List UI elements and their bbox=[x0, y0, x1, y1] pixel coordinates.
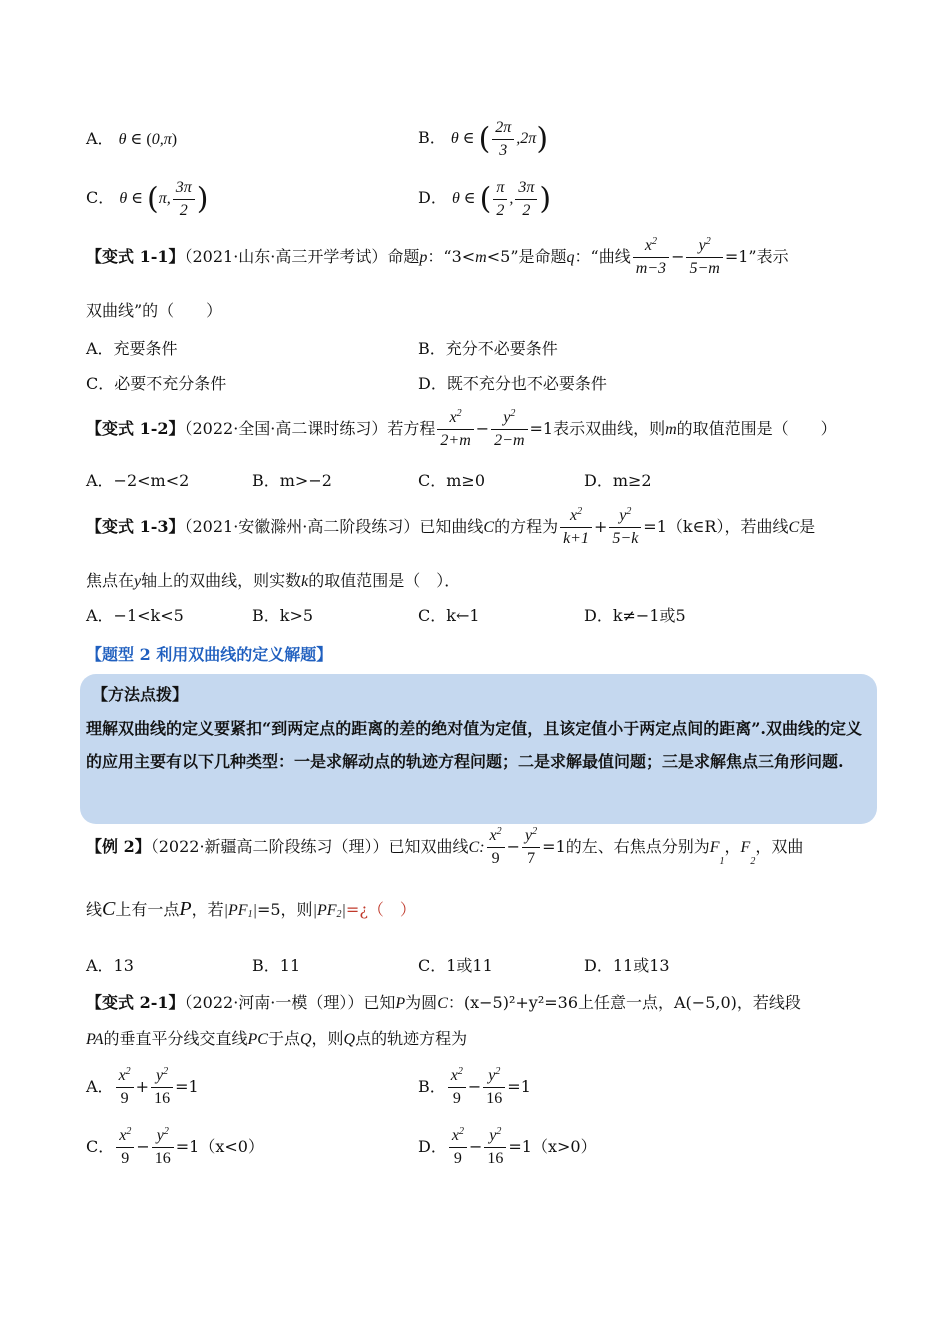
option-b: B．k>5 bbox=[252, 606, 314, 625]
option-text: A．13 bbox=[86, 956, 134, 975]
answer-blank: =¿（ ） bbox=[345, 900, 416, 919]
v21-option-d: D． $\frac{x^2}{9}$ − $\frac{y^2}{16}$ =1（x>0） bbox=[418, 1126, 597, 1167]
option-c: C．k←1 bbox=[418, 606, 480, 625]
option-label: A． bbox=[86, 1077, 114, 1096]
ex2-option-b bbox=[252, 955, 300, 977]
text: =5，则 bbox=[256, 900, 313, 919]
variant-1-3-stem-cont bbox=[86, 570, 860, 593]
fraction: $\frac{y^2}{5-m}$ bbox=[686, 236, 722, 279]
text: 是 bbox=[799, 517, 816, 536]
var-m: m bbox=[475, 249, 487, 266]
option-d: D．m≥2 bbox=[584, 471, 652, 490]
text: <5”是命题 bbox=[486, 247, 567, 266]
text: ：(x−5)²+y²=36上任意一点， bbox=[447, 993, 674, 1012]
text: 线 bbox=[86, 900, 103, 919]
var-q: q bbox=[566, 249, 575, 266]
option-label: C． bbox=[86, 188, 115, 208]
text: 焦点在 bbox=[86, 571, 135, 590]
v21-option-c: C． $\frac{x^2}{9}$ − $\frac{y^2}{16}$ =1（x<0） bbox=[86, 1126, 264, 1167]
segment-pa: PA bbox=[86, 1031, 104, 1048]
method-text: 理解双曲线的定义要紧扣“到两定点的距离的差的绝对值为定值，且该定值小于两定点间的距离”.双曲线的定义的应用主要有以下几种类型：一是求解动点的轨迹方程问题；二是求解最值问题；三是求解焦点三角形问题. bbox=[86, 719, 862, 771]
q0-option-c bbox=[86, 178, 209, 221]
source: （2022·河南·一模（理））已知 bbox=[184, 993, 396, 1012]
ex2-option-a bbox=[86, 955, 134, 977]
text: 的取值范围是（ ） bbox=[676, 419, 837, 438]
section-heading: 【题型 2 利用双曲线的定义解题】 bbox=[86, 645, 333, 664]
example-2-stem: 【例 2】（2022·新疆高二阶段练习（理））已知双曲线C: $\frac{x^2}{9}$ − $\frac{y^2}{7}$ =1的左、右焦点分别为$F_1$，$F_2$，双曲 bbox=[86, 826, 804, 867]
text: ，若 bbox=[191, 900, 224, 919]
abs-pf2: $|PF_2|$ bbox=[312, 902, 346, 920]
var-p: p bbox=[419, 249, 428, 266]
variant-2-1-stem-cont bbox=[86, 1028, 860, 1051]
option-a: A．−1<k<5 bbox=[86, 606, 184, 625]
variant-2-1-stem bbox=[86, 992, 860, 1015]
curve-c: C: bbox=[468, 839, 485, 856]
theta-range-a: θ ∈ (0,π) bbox=[118, 131, 178, 148]
fraction: $\frac{x^2}{m-3}$ bbox=[633, 236, 669, 279]
focus-f2: $F_2$ bbox=[740, 839, 756, 867]
text: 上有一点 bbox=[115, 900, 180, 919]
var-c: C bbox=[788, 519, 800, 536]
text: ：“3< bbox=[427, 247, 476, 266]
var-y: y bbox=[134, 573, 142, 590]
condition: （x<0） bbox=[199, 1137, 264, 1156]
example-2-stem-cont bbox=[86, 898, 860, 922]
method-title: 【方法点拨】 bbox=[92, 685, 189, 704]
var-c: C bbox=[102, 898, 116, 920]
theta-range-c: θ ∈ (π, $\frac{3\pi}{2}$ ) bbox=[119, 179, 209, 219]
source: （2021·山东·高三开学考试）命题 bbox=[184, 247, 420, 266]
option-label: D． bbox=[418, 1137, 447, 1156]
fraction: $\frac{y^2}{2-m}$ bbox=[491, 408, 527, 451]
ex2-option-c bbox=[418, 955, 493, 977]
fraction: $\frac{y^2}{16}$ bbox=[151, 1066, 173, 1109]
option-d: D．既不充分也不必要条件 bbox=[418, 374, 607, 393]
option-c: C．m≥0 bbox=[418, 471, 486, 490]
option-c: C．必要不充分条件 bbox=[86, 374, 227, 393]
variant-tag: 【变式 1-1】 bbox=[86, 247, 185, 266]
theta-range-b: θ ∈ ( $\frac{2\pi}{3}$ ,2π) bbox=[450, 119, 549, 159]
source: （2022·新疆高二阶段练习（理））已知双曲线 bbox=[150, 837, 469, 856]
fraction: $\frac{x^2}{k+1}$ bbox=[560, 506, 592, 549]
focus-f1: $F_1$ bbox=[709, 839, 725, 867]
variant-1-3-stem: 【变式 1-3】（2021·安徽滁州·高二阶段练习）已知曲线C的方程为 $\frac{x^2}{k+1}$ + $\frac{y^2}{5-k}$ =1（k∈R），若曲线C是 bbox=[86, 506, 816, 547]
variant-1-2-stem: 【变式 1-2】（2022·全国·高二课时练习）若方程 $\frac{x^2}{2+m}$ − $\frac{y^2}{2-m}$ =1表示双曲线，则m的取值范围是（ ） bbox=[86, 408, 837, 449]
example-tag: 【例 2】 bbox=[86, 837, 151, 856]
abs-pf1: $|PF_1|$ bbox=[223, 902, 257, 920]
option-text: C．1或11 bbox=[418, 956, 493, 975]
fraction: $\frac{x^2}{9}$ bbox=[487, 826, 505, 869]
option-label: D． bbox=[418, 188, 447, 208]
text: =1的左、右焦点分别为 bbox=[542, 837, 710, 856]
line-pc: PC bbox=[247, 1031, 268, 1048]
var-c: C bbox=[483, 519, 495, 536]
fraction: $\frac{x^2}{2+m}$ bbox=[437, 408, 473, 451]
fraction: $\frac{y^2}{16}$ bbox=[152, 1126, 174, 1169]
v21-option-a: A． $\frac{x^2}{9}$ + $\frac{y^2}{16}$ =1 bbox=[86, 1066, 199, 1107]
option-label: A． bbox=[86, 129, 114, 148]
option-label: C． bbox=[86, 1137, 115, 1156]
text: 于点 bbox=[267, 1029, 300, 1048]
var-q: Q bbox=[299, 1031, 312, 1048]
text: 的取值范围是（ ）． bbox=[308, 571, 461, 590]
var-c: C bbox=[437, 995, 448, 1012]
text: ：“曲线 bbox=[574, 247, 631, 266]
variant-1-1-stem-cont: 双曲线”的（ ） bbox=[86, 301, 223, 320]
text: A(−5,0)，若线段 bbox=[674, 993, 801, 1012]
text: 轴上的双曲线，则实数 bbox=[141, 571, 302, 590]
source: （2021·安徽滁州·高二阶段练习）已知曲线 bbox=[184, 517, 484, 536]
text: ，双曲 bbox=[755, 837, 804, 856]
fraction: $\frac{y^2}{5-k}$ bbox=[609, 506, 641, 549]
text: 点的轨迹方程为 bbox=[355, 1029, 468, 1048]
theta-range-d: θ ∈ ( $\frac{\pi}{2}$ , $\frac{3\pi}{2}$ ) bbox=[451, 179, 552, 219]
variant-1-1-stem: 【变式 1-1】（2021·山东·高三开学考试）命题p：“3<m<5”是命题q：“曲线 $\frac{x^2}{m-3}$ − $\frac{y^2}{5-m}$ =1”表示 bbox=[86, 236, 789, 277]
option-label: B． bbox=[418, 1077, 446, 1096]
q0-option-d bbox=[418, 178, 551, 221]
source: （2022·全国·高二课时练习）若方程 bbox=[184, 419, 436, 438]
fraction: $\frac{y^2}{16}$ bbox=[484, 1126, 506, 1169]
variant-tag: 【变式 1-3】 bbox=[86, 517, 185, 536]
condition: （x>0） bbox=[531, 1137, 597, 1156]
text: ，则 bbox=[311, 1029, 344, 1048]
option-a: A．充要条件 bbox=[86, 339, 178, 358]
text: =1表示双曲线，则 bbox=[529, 419, 666, 438]
var-m: m bbox=[665, 421, 677, 438]
v21-option-b: B． $\frac{x^2}{9}$ − $\frac{y^2}{16}$ =1 bbox=[418, 1066, 531, 1107]
option-text: B．11 bbox=[252, 956, 301, 975]
q0-option-b bbox=[418, 118, 548, 161]
fraction: $\frac{x^2}{9}$ bbox=[116, 1126, 134, 1169]
var-q: Q bbox=[343, 1031, 356, 1048]
fraction: $\frac{x^2}{9}$ bbox=[116, 1066, 134, 1109]
option-a: A．−2<m<2 bbox=[86, 471, 190, 490]
fraction: $\frac{y^2}{16}$ bbox=[483, 1066, 505, 1109]
option-text: D．11或13 bbox=[584, 956, 670, 975]
text: =1”表示 bbox=[724, 247, 789, 266]
text: =1（k∈R），若曲线 bbox=[643, 517, 789, 536]
text: 为圆 bbox=[405, 993, 438, 1012]
var-p: P bbox=[179, 898, 192, 920]
q0-option-a bbox=[86, 128, 177, 151]
fraction: $\frac{y^2}{7}$ bbox=[522, 826, 540, 869]
text: 的方程为 bbox=[494, 517, 559, 536]
fraction: $\frac{x^2}{9}$ bbox=[448, 1066, 466, 1109]
option-b: B．充分不必要条件 bbox=[418, 339, 558, 358]
option-d: D．k≠−1或5 bbox=[584, 606, 686, 625]
option-b: B．m>−2 bbox=[252, 471, 332, 490]
variant-tag: 【变式 1-2】 bbox=[86, 419, 185, 438]
fraction: $\frac{x^2}{9}$ bbox=[449, 1126, 467, 1169]
var-p: P bbox=[395, 995, 406, 1012]
option-label: B． bbox=[418, 128, 446, 148]
var-k: k bbox=[301, 573, 309, 590]
variant-tag: 【变式 2-1】 bbox=[86, 993, 185, 1012]
text: 的垂直平分线交直线 bbox=[103, 1029, 248, 1048]
ex2-option-d bbox=[584, 955, 670, 977]
